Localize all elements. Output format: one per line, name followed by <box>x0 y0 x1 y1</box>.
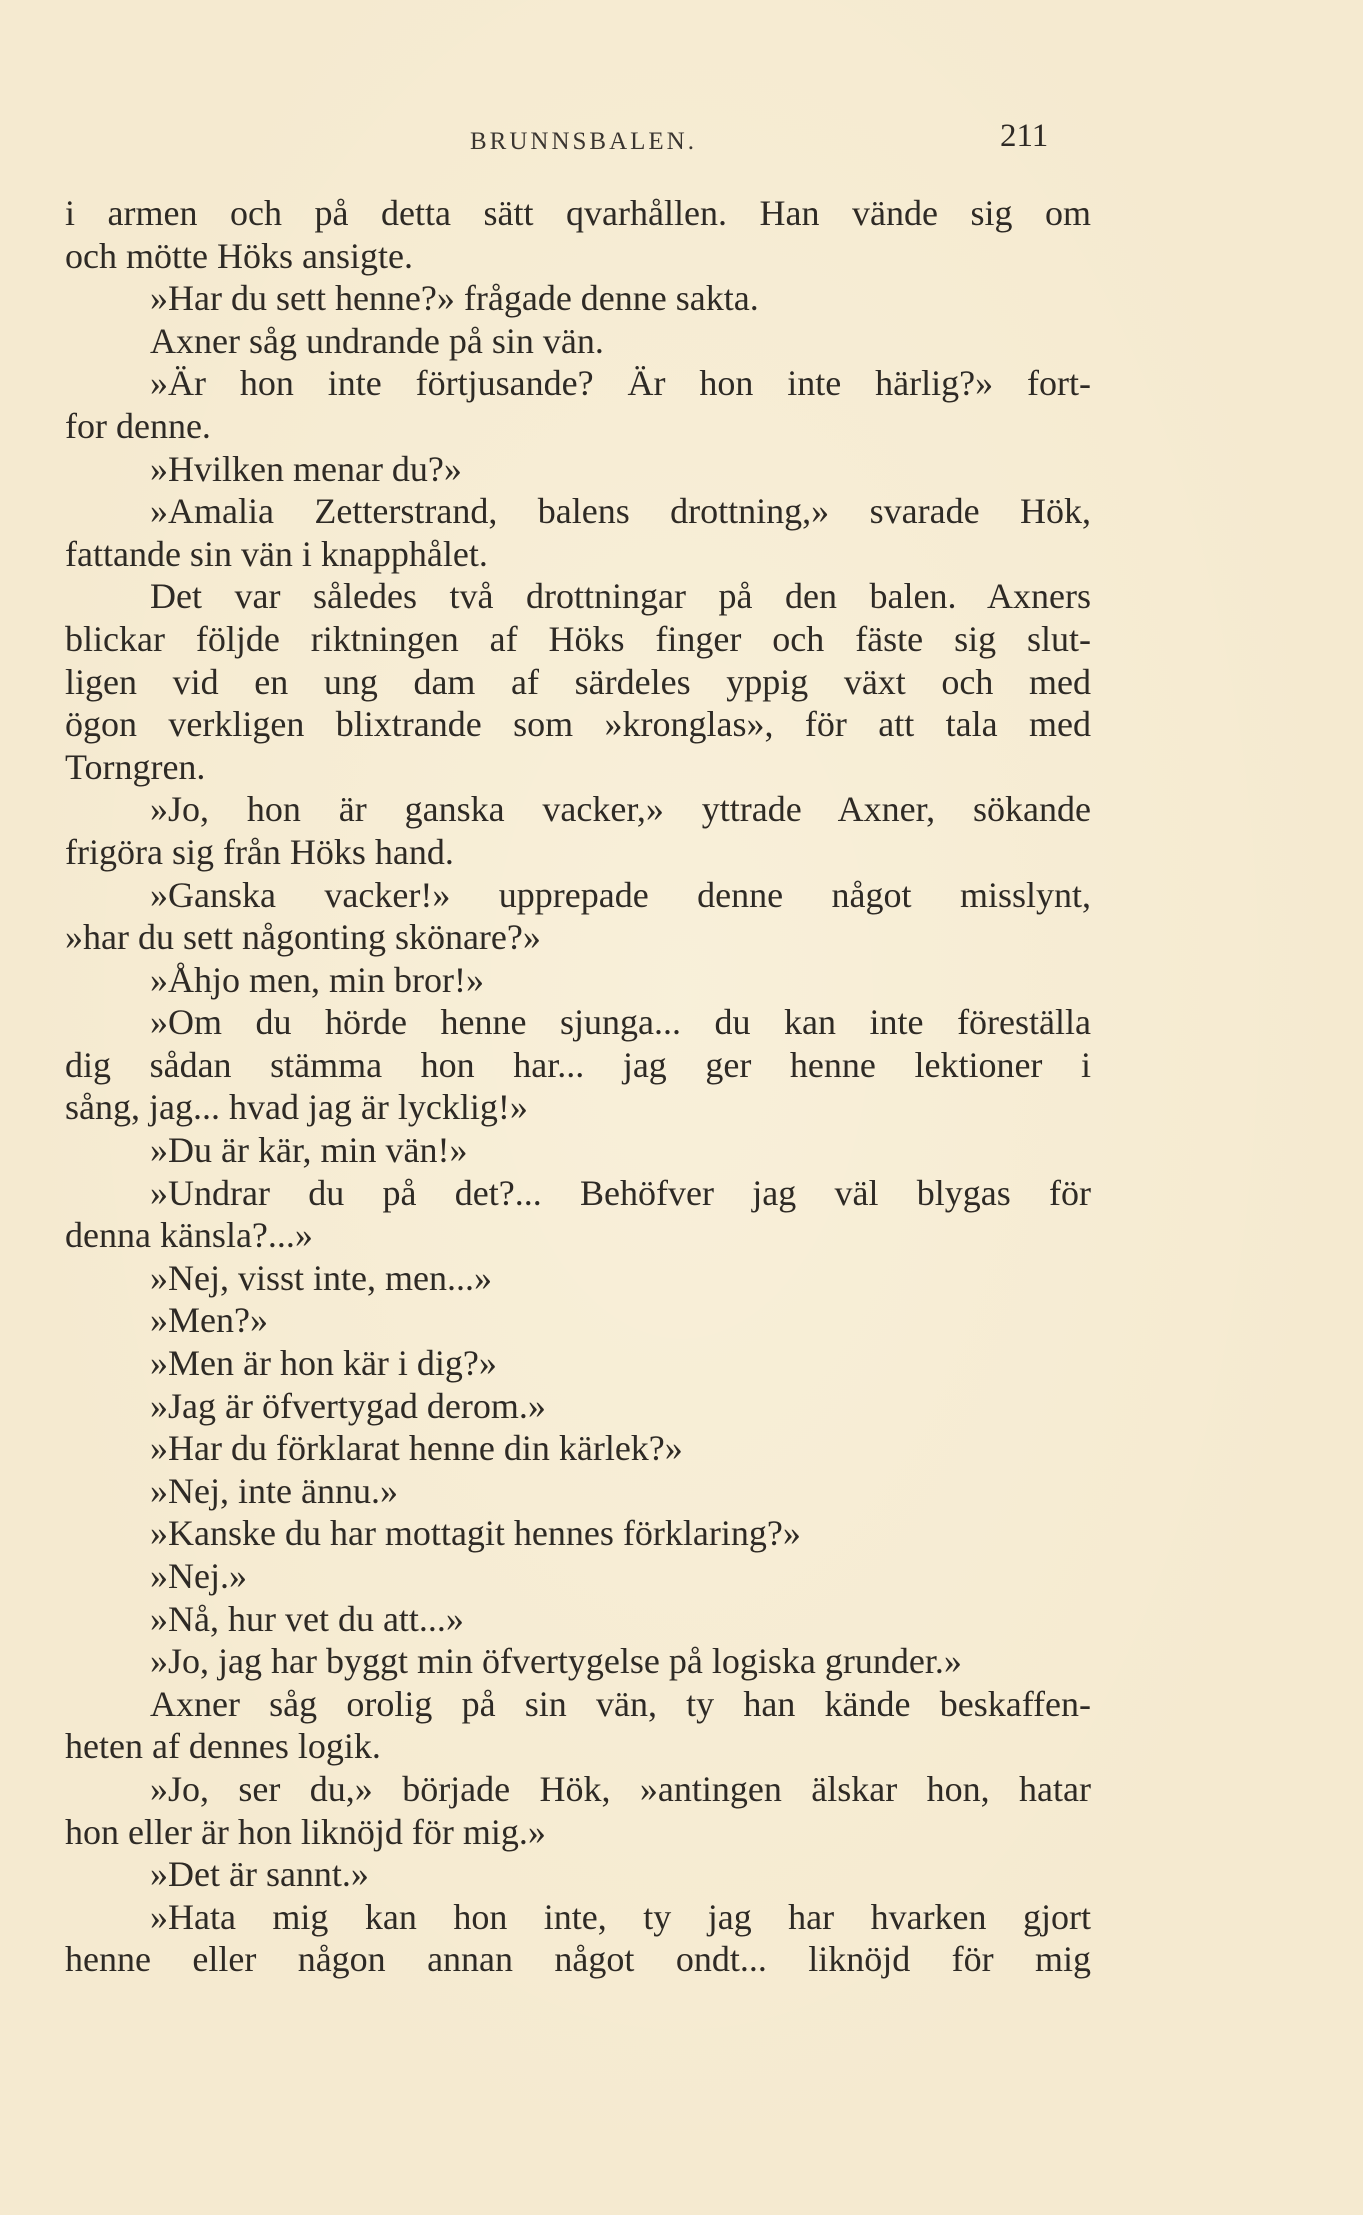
text-line: i armen och på detta sätt qvarhållen. Han vände sig om <box>65 193 1091 233</box>
text-line: Axner såg orolig på sin vän, ty han kände beskaffen- <box>150 1683 1091 1724</box>
text-line: Torngren. <box>65 746 206 787</box>
text-line: Det var således två drottningar på den balen. Axners <box>150 576 1091 617</box>
text-line: »Nej.» <box>150 1556 247 1596</box>
text-line: heten af dennes logik. <box>65 1726 381 1767</box>
page-header <box>0 118 1363 168</box>
text-line: »har du sett någonting skönare?» <box>65 917 541 958</box>
text-line: hon eller är hon liknöjd för mig.» <box>65 1811 546 1852</box>
text-line: »Det är sannt.» <box>150 1854 369 1895</box>
text-line: »Nå, hur vet du att...» <box>150 1598 464 1639</box>
text-line: dig sådan stämma hon har... jag ger henne lektioner i <box>65 1044 1091 1085</box>
text-line: och mötte Höks ansigte. <box>65 235 413 276</box>
text-line: ögon verkligen blixtrande som »kronglas», för att tala med <box>65 704 1091 745</box>
body-text <box>65 192 1091 1981</box>
text-line: »Jo, jag har byggt min öfvertygelse på logiska grunder.» <box>150 1641 962 1682</box>
text-line: »Har du förklarat henne din kärlek?» <box>150 1428 683 1469</box>
text-line: »Har du sett henne?» frågade denne sakta. <box>150 278 759 319</box>
text-line: ligen vid en ung dam af särdeles yppig växt och med <box>65 661 1091 702</box>
text-line: »Om du hörde henne sjunga... du kan inte föreställa <box>150 1002 1091 1043</box>
text-line: »Ganska vacker!» upprepade denne något misslynt, <box>150 874 1091 915</box>
text-line: denna känsla?...» <box>65 1215 313 1256</box>
text-line: »Du är kär, min vän!» <box>150 1130 468 1171</box>
text-line: »Jo, hon är ganska vacker,» yttrade Axner, sökande <box>150 789 1091 830</box>
text-line: »Jag är öfvertygad derom.» <box>150 1385 546 1426</box>
text-line: »Men är hon kär i dig?» <box>150 1343 497 1384</box>
text-line: »Kanske du har mottagit hennes förklaring?» <box>150 1513 801 1554</box>
text-line: blickar följde riktningen af Höks finger och fäste sig slut- <box>65 618 1091 659</box>
text-line: »Jo, ser du,» började Hök, »antingen älskar hon, hatar <box>150 1768 1091 1809</box>
text-line: Axner såg undrande på sin vän. <box>150 320 604 361</box>
text-line: »Är hon inte förtjusande? Är hon inte härlig?» fort- <box>150 363 1091 404</box>
text-line: »Hvilken menar du?» <box>150 448 462 489</box>
page-number: 211 <box>1000 118 1049 154</box>
text-line: »Men?» <box>150 1300 268 1341</box>
text-line: frigöra sig från Höks hand. <box>65 831 454 872</box>
text-line: henne eller någon annan något ondt... liknöjd för mig <box>65 1939 1091 1980</box>
text-line: »Nej, inte ännu.» <box>150 1470 398 1511</box>
text-line: »Undrar du på det?... Behöfver jag väl blygas för <box>150 1172 1091 1213</box>
text-line: »Hata mig kan hon inte, ty jag har hvarken gjort <box>150 1896 1091 1937</box>
text-line: sång, jag... hvad jag är lycklig!» <box>65 1087 528 1128</box>
text-line: »Amalia Zetterstrand, balens drottning,» svarade Hök, <box>150 491 1091 532</box>
text-line: for denne. <box>65 405 211 446</box>
text-line: »Nej, visst inte, men...» <box>150 1257 492 1298</box>
running-title: BRUNNSBALEN. <box>470 128 697 155</box>
text-line: »Åhjo men, min bror!» <box>150 959 484 1000</box>
text-line: fattande sin vän i knapphålet. <box>65 533 488 574</box>
